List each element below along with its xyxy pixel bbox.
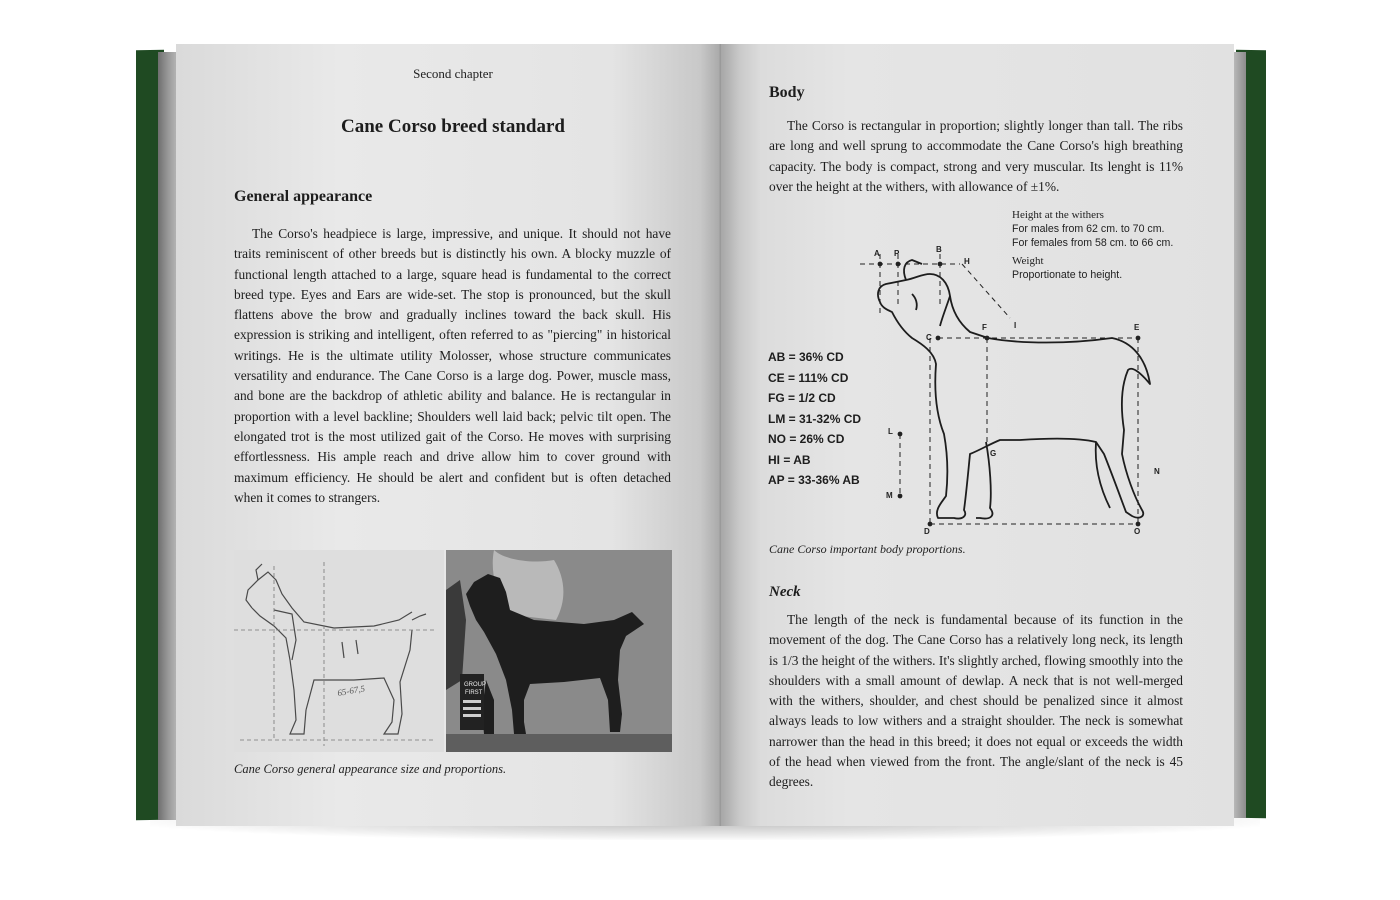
general-appearance-figure (234, 550, 672, 752)
right-page (720, 44, 1234, 826)
letter-n: N (1154, 467, 1160, 476)
letter-c: C (926, 333, 932, 342)
award-line-1: GROUP (464, 682, 487, 688)
body-paragraph: The Corso is rectangular in proportion; slightly longer than tall. The ribs are long and well sprung to accommodate the Cane Corso's high breathing capacity. The body is compact, strong and very muscular. Its lenght is 11% over the height at the withers, with allowance of ±1%. (769, 118, 1183, 194)
letter-i: I (1014, 321, 1017, 330)
letter-o: O (1134, 527, 1141, 534)
measure-lines (860, 254, 1140, 524)
general-appearance-paragraph: The Corso's headpiece is large, impressive, and unique. It should not have traits reminiscent of other breeds but is distinctly his own. A blocky muzzle of functional length attached to a large, square head is fundamental to the correct breed type. Eyes and Ears are wide-set. The stop is pronounced, but the skull flattens above the brow and gradually inclines toward the back skull. His expression is striking and intelligent, often referred to as "piercing" in historical writings. He is the ultimate utility Molosser, whose structure communicates versatility and endurance. The Cane Corso is a large dog. Power, muscle mass, and bone are the backdrop of athletic ability and balance. He is rectangular in proportion with a level backline; Shoulders well laid back; pelvic tilt open. The elongated trot is the most utilized gait of the Corso. He moves with surprising effortlessness. His ample reach and drive allow him to cover ground with maximum efficiency. He should be alert and confident but is often detached when it comes to strangers. (234, 226, 671, 505)
proportion-list (768, 347, 861, 491)
height-males: For males from 62 cm. to 70 cm. (1012, 223, 1165, 235)
general-appearance-text (234, 224, 671, 508)
left-page (176, 44, 720, 826)
award-line-2: FIRST (465, 690, 483, 696)
body-text (769, 116, 1183, 197)
height-label: Height at the withers (1012, 209, 1104, 221)
running-head: Second chapter (413, 66, 493, 81)
letter-d: D (924, 527, 930, 534)
letter-l: L (888, 427, 893, 436)
proportion-lm: LM = 31-32% CD (768, 411, 862, 426)
height-females: For females from 58 cm. to 66 cm. (1012, 237, 1174, 249)
proportion-ab: AB = 36% CD (768, 350, 844, 364)
letter-p: P (894, 249, 900, 258)
body-proportion-diagram (850, 234, 1180, 534)
weight-text: Proportionate to height. (1012, 269, 1123, 281)
letter-b: B (936, 245, 942, 254)
letter-g: G (990, 449, 997, 458)
neck-paragraph: The length of the neck is fundamental because of its function in the movement of the dog. The Cane Corso has a relatively long neck, its length is 1/3 the height of the withers. It's slightly arched, flowing smoothly into the shoulders with a small amount of dewlap. A neck that is not well-merged with the withers, shoulder, and chest should be penalized since it almost always leads to low withers and a straight shoulder. The neck is somewhat narrower than the head in this breed; it does not equal or exceeds the width of the head when viewed from the front. The angle/slant of the neck is 45 degrees. (769, 612, 1183, 790)
book-gutter (700, 44, 740, 826)
figure-caption-body: Cane Corso important body proportions. (769, 542, 966, 556)
section-title-general-appearance: General appearance (234, 188, 373, 205)
proportion-ce: CE = 111% CD (768, 370, 849, 385)
section-title-neck: Neck (769, 584, 801, 600)
photo-floor (446, 734, 672, 752)
letter-e: E (1134, 323, 1140, 332)
section-title-body: Body (769, 84, 805, 101)
letter-f: F (982, 323, 987, 332)
chapter-title: Cane Corso breed standard (341, 116, 565, 137)
letter-m: M (886, 491, 893, 500)
neck-text (769, 610, 1183, 793)
sketch-note: 65-67,5 (336, 683, 366, 698)
sketch-panel (234, 550, 444, 752)
letter-a: A (874, 249, 880, 258)
proportion-fg: FG = 1/2 CD (768, 391, 836, 405)
letter-h: H (964, 257, 970, 266)
proportion-hi: HI = AB (768, 452, 811, 467)
body-dog-outline (878, 260, 1150, 519)
proportion-ap: AP = 33-36% AB (768, 473, 860, 487)
figure-caption-general: Cane Corso general appearance size and proportions. (234, 762, 507, 776)
weight-label: Weight (1012, 255, 1044, 267)
proportion-no: NO = 26% CD (768, 432, 845, 446)
